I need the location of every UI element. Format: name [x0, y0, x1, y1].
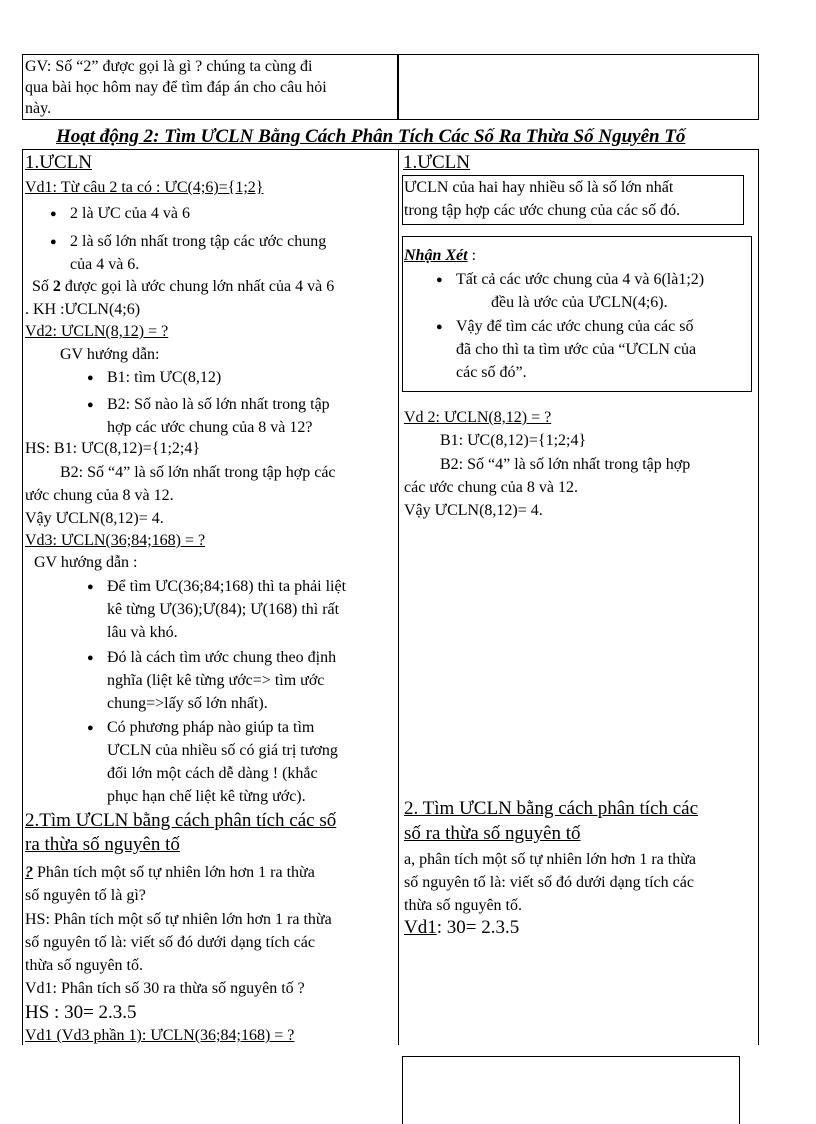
left-hs-answer-cont-1: số nguyên tố là: viết số đó dưới dạng tích các	[25, 934, 315, 951]
left-hs-b1: HS: B1: ƯC(8,12)={1;2;4}	[25, 440, 201, 457]
observation-point-2-cont-1: đã cho thì ta tìm ước của “ƯCLN của	[456, 341, 697, 358]
left-section2-title-cont: ra thừa số nguyên tố	[25, 834, 180, 855]
left-point-1-cont-2: lâu và khó.	[107, 624, 178, 641]
left-question	[25, 863, 315, 883]
left-point-1: ● Để tìm ƯC(36;84;168) thì ta phải liệt	[107, 577, 346, 597]
main-table-divider	[398, 149, 399, 1045]
right-def-a-1: a, phân tích một số tự nhiên lớn hơn 1 ra thừa	[404, 851, 696, 868]
left-step-b2-cont: hợp các ước chung của 8 và 12?	[107, 419, 313, 436]
right-section2-title-cont: số ra thừa số nguyên tố	[404, 823, 581, 844]
left-point-3-cont-3: phục hạn chế liệt kê từng ước).	[107, 788, 306, 805]
left-point-3: ● Có phương pháp nào giúp ta tìm	[107, 718, 314, 738]
left-vd2: Vd2: ƯCLN(8,12) = ?	[25, 323, 169, 340]
left-vd1-ucln: Vd1 (Vd3 phần 1): ƯCLN(36;84;168) = ?	[25, 1027, 295, 1044]
definition-line-2: trong tập hợp các ước chung của các số đó.	[404, 202, 681, 219]
right-vd1-value: : 30= 2.3.5	[436, 917, 520, 938]
left-point-3-cont-1: ƯCLN của nhiều số có giá trị tương	[107, 742, 338, 759]
left-so2-pre: Số	[32, 278, 53, 295]
left-question-cont: số nguyên tố là gì?	[25, 887, 146, 904]
left-point-1-cont-1: kê từng Ư(36);Ư(84); Ư(168) thì rất	[107, 601, 340, 618]
left-point-2: ● Đó là cách tìm ước chung theo định	[107, 648, 336, 668]
left-hs-30: HS : 30= 2.3.5	[25, 1002, 137, 1023]
left-vd1-factor: Vd1: Phân tích số 30 ra thừa số nguyên tố ?	[25, 980, 305, 997]
observation-point-2-cont-2: các số đó”.	[456, 364, 527, 381]
left-step-b2: ● B2: Số nào là số lớn nhất trong tập	[107, 395, 330, 415]
observation-point-1-cont: đều là ước của ƯCLN(4;6).	[491, 294, 668, 311]
right-conclusion: Vậy ƯCLN(8,12)= 4.	[404, 502, 543, 519]
right-section2-title: 2. Tìm ƯCLN bằng cách phân tích các	[404, 798, 699, 819]
left-hs-b2-cont: ước chung của 8 và 12.	[25, 487, 174, 504]
right-vd2: Vd 2: ƯCLN(8,12) = ?	[404, 409, 552, 426]
observation-colon: :	[467, 247, 477, 264]
left-hs-answer: HS: Phân tích một số tự nhiên lớn hơn 1 ra thừa	[25, 911, 332, 928]
right-vd1	[404, 917, 519, 939]
main-table-top-border	[22, 149, 759, 150]
observation-title-line	[404, 246, 476, 266]
right-step-b2-cont: các ước chung của 8 và 12.	[404, 479, 578, 496]
left-vd1-bullet-1: ● 2 là ƯC của 4 và 6	[70, 204, 190, 224]
top-row-line-3: này.	[25, 100, 52, 117]
left-kh: . KH :ƯCLN(4;6)	[25, 301, 141, 318]
bottom-empty-box	[402, 1056, 740, 1124]
observation-title: Nhận Xét	[404, 247, 468, 264]
left-gv-guide-2: GV hướng dẫn :	[34, 554, 138, 571]
left-section1-title: 1.ƯCLN	[25, 152, 92, 173]
main-table-left-border	[22, 149, 23, 1045]
left-point-3-cont-2: đối lớn một cách dễ dàng ! (khắc	[107, 765, 318, 782]
left-so2-line	[32, 277, 334, 297]
left-hs-answer-cont-2: thừa số nguyên tố.	[25, 957, 143, 974]
right-vd1-label: Vd1	[404, 917, 437, 938]
left-so2-bold: 2	[52, 278, 61, 295]
left-vd1-bullet-2: ● 2 là số lớn nhất trong tập các ước chung	[70, 232, 326, 252]
top-row-line-2: qua bài học hôm nay để tìm đáp án cho câu hỏi	[25, 79, 327, 96]
left-vd3: Vd3: ƯCLN(36;84;168) = ?	[25, 532, 206, 549]
left-step-b1: ● B1: tìm ƯC(8,12)	[107, 368, 221, 388]
activity-heading: Hoạt động 2: Tìm ƯCLN Bằng Cách Phân Tích Các Số Ra Thừa Số Nguyên Tố	[56, 126, 686, 147]
left-so2-post: được gọi là ước chung lớn nhất của 4 và 6	[60, 278, 335, 295]
right-step-b1: B1: ƯC(8,12)={1;2;4}	[440, 432, 587, 449]
observation-point-1: ● Tất cả các ước chung của 4 và 6(là1;2)	[456, 270, 704, 290]
left-point-2-cont-1: nghĩa (liệt kê từng ước=> tìm ước	[107, 672, 325, 689]
left-question-mark: ?	[25, 864, 33, 881]
left-gv-guide-1: GV hướng dẫn:	[60, 346, 160, 363]
left-question-text: Phân tích một số tự nhiên lớn hơn 1 ra thừa	[33, 864, 315, 881]
left-point-2-cont-2: chung=>lấy số lớn nhất).	[107, 695, 268, 712]
top-row-right-cell	[397, 54, 759, 120]
right-step-b2: B2: Số “4” là số lớn nhất trong tập hợp	[440, 456, 691, 473]
left-conclusion: Vậy ƯCLN(8,12)= 4.	[25, 510, 164, 527]
observation-point-2: ● Vậy để tìm các ước chung của các số	[456, 317, 693, 337]
left-vd1-bullet-2-cont: của 4 và 6.	[70, 256, 140, 273]
right-def-a-3: thừa số nguyên tố.	[404, 897, 522, 914]
definition-line-1: ƯCLN của hai hay nhiều số là số lớn nhất	[404, 179, 674, 196]
left-section2-title: 2.Tìm ƯCLN bằng cách phân tích các số	[25, 810, 337, 831]
right-def-a-2: số nguyên tố là: viết số đó dưới dạng tích các	[404, 874, 694, 891]
top-row-line-1: GV: Số “2” được gọi là gì ? chúng ta cùng đi	[25, 58, 313, 75]
main-table-right-border	[758, 149, 759, 1045]
left-hs-b2: B2: Số “4” là số lớn nhất trong tập hợp các	[60, 464, 336, 481]
right-section1-title: 1.ƯCLN	[403, 152, 470, 173]
left-vd1: Vd1: Từ câu 2 ta có : ƯC(4;6)={1;2}	[25, 179, 264, 196]
